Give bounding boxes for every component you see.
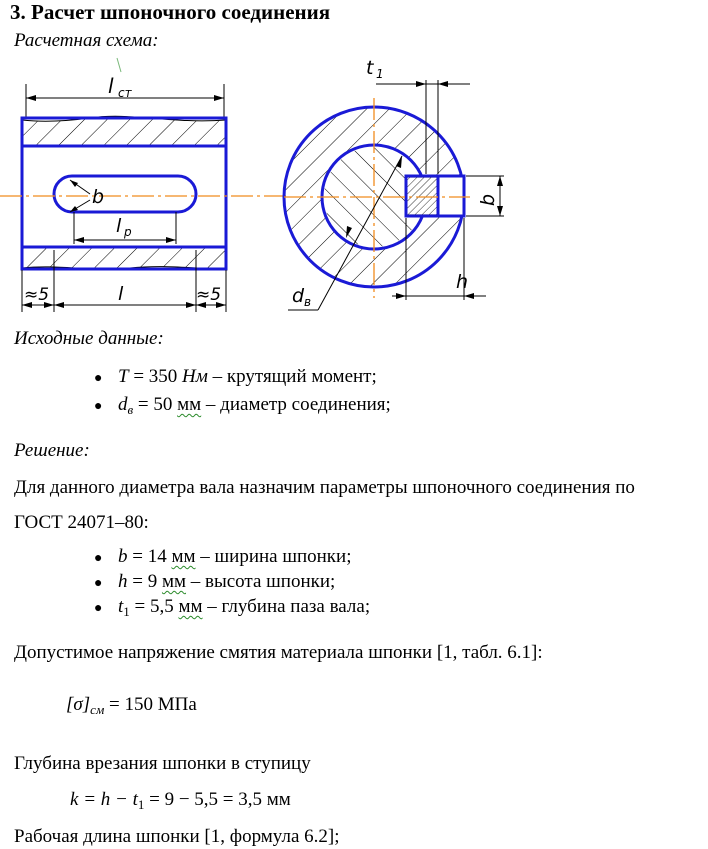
dim-l-ct-sub: ст <box>118 86 132 100</box>
cross-section-view <box>284 57 504 310</box>
dim-b-left: b <box>92 186 105 208</box>
paragraph-allowable-stress: Допустимое напряжение смятия материала шпонки [1, табл. 6.1]: <box>14 642 543 663</box>
dim-approx5-left: ≈5 <box>24 285 50 305</box>
bullet-icon: ● <box>94 371 103 386</box>
input-item-diameter: $d_в = 50$ мм – диаметр соединения; <box>118 394 391 417</box>
bullet-icon: ● <box>94 551 103 566</box>
paragraph-depth: Глубина врезания шпонки в ступицу <box>14 753 311 774</box>
paragraph-working-length: Рабочая длина шпонки [1, формула 6.2]; <box>14 826 340 847</box>
param-item-b: b = 14 мм – ширина шпонки; <box>118 546 352 567</box>
paragraph-line-1: Для данного диаметра вала назначим параметры шпоночного соединения по <box>14 477 635 498</box>
dim-l-ct: l <box>108 74 114 98</box>
bullet-icon: ● <box>94 399 103 414</box>
param-item-t1: $t_1 = 5,5$ мм – глубина паза вала; <box>118 596 371 619</box>
input-item-torque: T = 350 Нм – крутящий момент; <box>118 366 377 387</box>
dim-l-p-sub: р <box>124 225 132 239</box>
input-data-label: Исходные данные: <box>14 328 164 349</box>
dim-l: l <box>118 283 124 305</box>
keyed-joint-drawing <box>0 52 708 320</box>
dim-approx5-right: ≈5 <box>196 285 222 305</box>
dim-h: h <box>456 271 469 293</box>
bullet-icon: ● <box>94 576 103 591</box>
hub-side-view <box>0 58 290 312</box>
param-item-h: h = 9 мм – высота шпонки; <box>118 571 336 592</box>
dim-t1-sub: 1 <box>376 67 384 81</box>
sigma-formula: $[\sigma]_{см} = 150$ МПа <box>66 694 197 717</box>
solution-label: Решение: <box>14 440 90 461</box>
k-formula: $k = h - t_1 = 9 - 5,5 = 3,5$ мм <box>70 789 291 812</box>
dim-l-p: l <box>116 215 122 237</box>
dim-b-right: b <box>477 193 499 206</box>
dim-d-v: d <box>292 285 305 307</box>
dim-d-v-sub: в <box>304 295 312 309</box>
paragraph-line-2: ГОСТ 24071–80: <box>14 512 149 533</box>
bullet-icon: ● <box>94 601 103 616</box>
dim-t1: t <box>366 57 374 79</box>
section-heading: 3. Расчет шпоночного соединения <box>10 0 331 24</box>
scheme-label: Расчетная схема: <box>14 30 159 51</box>
